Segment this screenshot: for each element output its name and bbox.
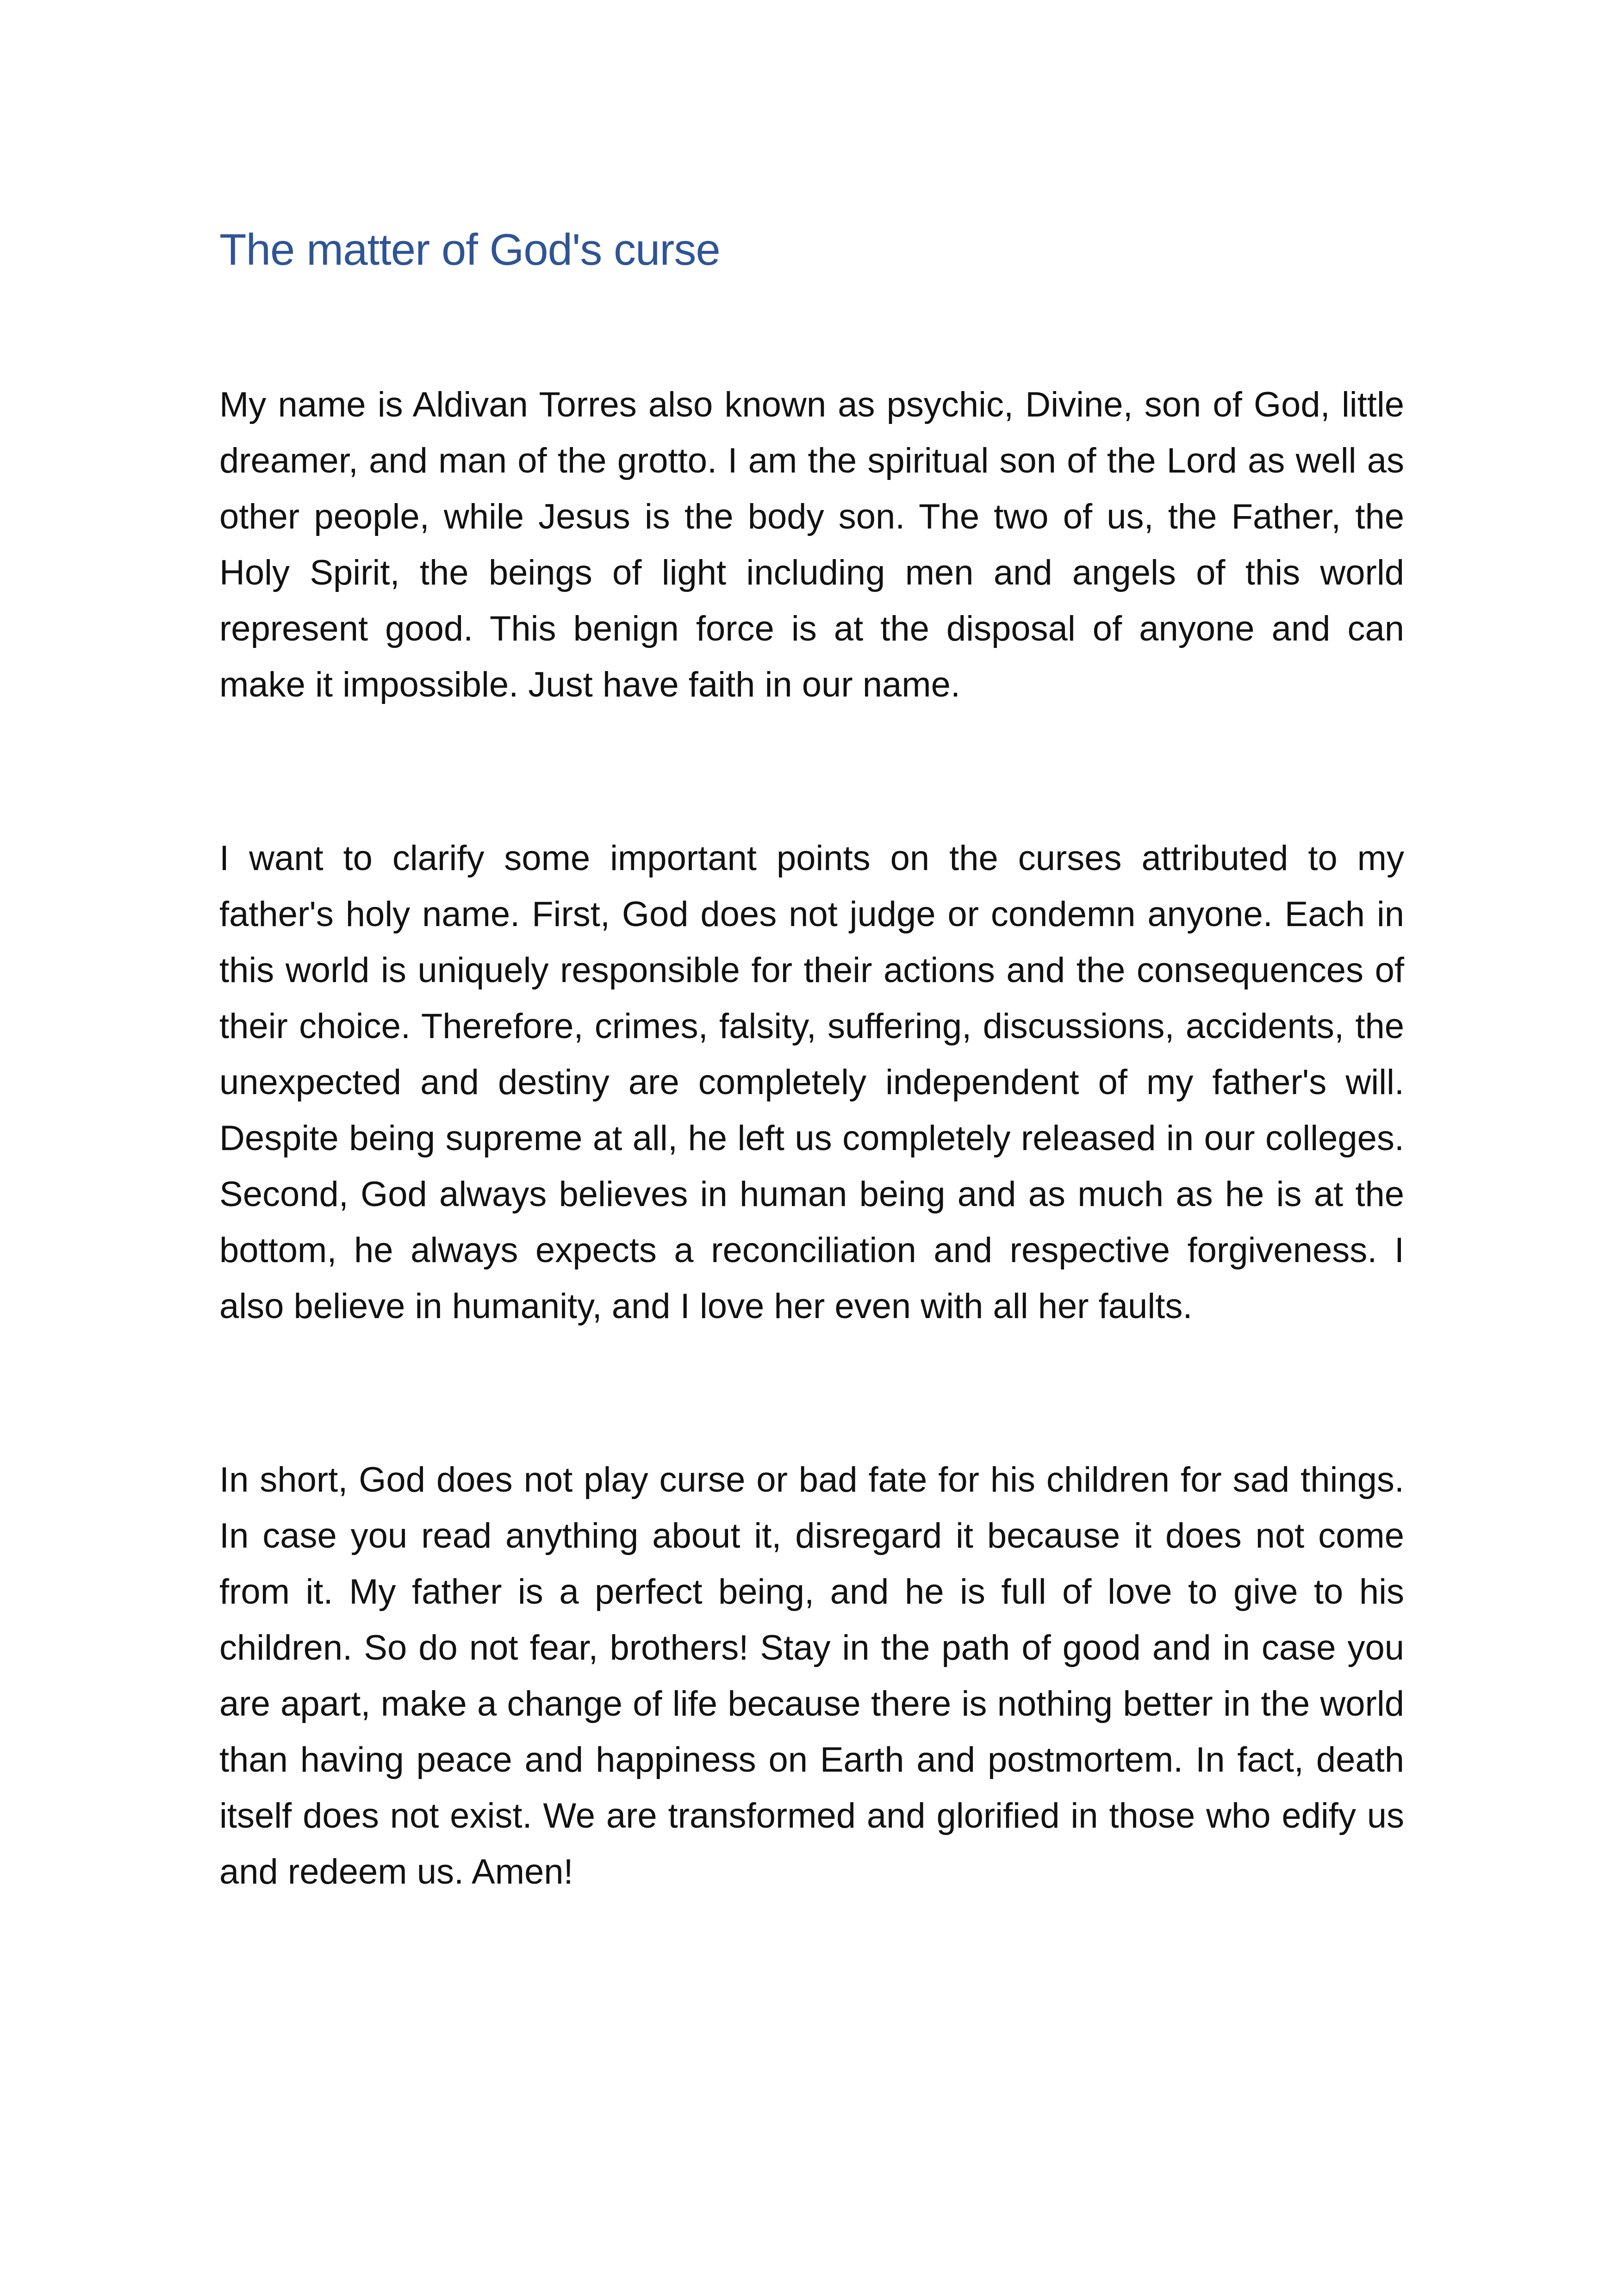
document-content [219,218,1404,1900]
paragraph-2: I want to clarify some important points on the curses attributed to my father's holy name. First, God does not judge or condemn anyone. Each in this world is uniquely responsible for their actions and the consequences of their choice. Therefore, crimes, falsity, suffering, discussions, accidents, the unexpected and destiny are completely independent of my father's will. Despite being supreme at all, he left us completely released in our colleges. Second, God always believes in human being and as much as he is at the bottom, he always expects a reconciliation and respective forgiveness. I also believe in humanity, and I love her even with all her faults. [219,839,1404,1326]
paragraph-1: My name is Aldivan Torres also known as psychic, Divine, son of God, little dreamer, and man of the grotto. I am the spiritual son of the Lord as well as other people, while Jesus is the body son. The two of us, the Father, the Holy Spirit, the beings of light including men and angels of this world represent good. This benign force is at the disposal of anyone and can make it impossible. Just have faith in our name. [219,385,1404,704]
paragraph-3: In short, God does not play curse or bad fate for his children for sad things. In case you read anything about it, disregard it because it does not come from it. My father is a perfect being, and he is full of love to give to his children. So do not fear, brothers! Stay in the path of good and in case you are apart, make a change of life because there is nothing better in the world than having peace and happiness on Earth and postmortem. In fact, death itself does not exist. We are transformed and glorified in those who edify us and redeem us. Amen! [219,1460,1404,1892]
document-title: The matter of God's curse [219,225,720,274]
